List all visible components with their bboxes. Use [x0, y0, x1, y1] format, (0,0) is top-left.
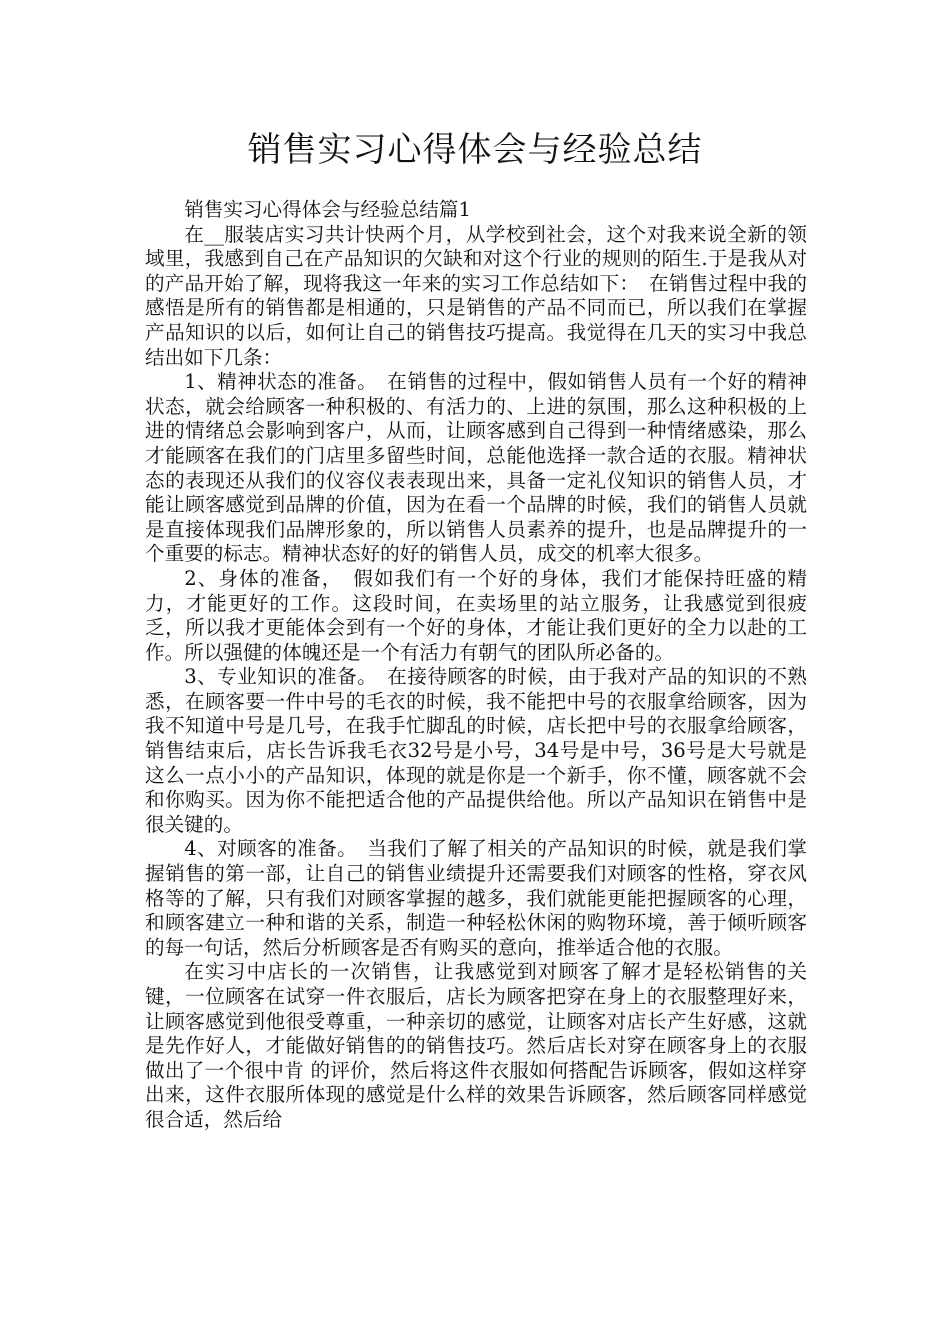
paragraph-point-2: 2、身体的准备， 假如我们有一个好的身体，我们才能保持旺盛的精力，才能更好的工作。这段时间，在卖场里的站立服务，让我感觉到很疲乏，所以我才更能体会到有一个好的身体，才能让我们更好的全力以赴的工作。所以强健的体魄还是一个有活力有朝气的团队所必备的。: [145, 566, 807, 664]
paragraph-point-4: 4、对顾客的准备。 当我们了解了相关的产品知识的时候，就是我们掌握销售的第一部，让自己的销售业绩提升还需要我们对顾客的性格，穿衣风格等的了解，只有我们对顾客掌握的越多，我们就能更能把握顾客的心理，和顾客建立一种和谐的关系，制造一种轻松休闲的购物环境，善于倾听顾客的每一句话，然后分析顾客是否有购买的意向，推举适合他的衣服。: [145, 837, 807, 959]
section-heading: 销售实习心得体会与经验总结篇1: [184, 198, 471, 221]
document-body: [145, 198, 807, 1133]
paragraph-point-1: 1、精神状态的准备。 在销售的过程中，假如销售人员有一个好的精神状态，就会给顾客一种积极的、有活力的、上进的氛围，那么这种积极的上进的情绪总会影响到客户，从而，让顾客感到自己得到一种情绪感染，那么才能顾客在我们的门店里多留些时间，总能他选择一款合适的衣服。精神状态的表现还从我们的仪容仪表表现出来，具备一定礼仪知识的销售人员，才能让顾客感觉到品牌的价值，因为在看一个品牌的时候，我们的销售人员就是直接体现我们品牌形象的，所以销售人员素养的提升，也是品牌提升的一个重要的标志。精神状态好的好的销售人员，成交的机率大很多。: [145, 370, 807, 566]
paragraph-intro: 在__服装店实习共计快两个月，从学校到社会，这个对我来说全新的领域里，我感到自己在产品知识的欠缺和对这个行业的规则的陌生.于是我从对的产品开始了解，现将我这一年来的实习工作总结如下： 在销售过程中我的感悟是所有的销售都是相通的，只是销售的产品不同而已，所以我们在掌握产品知识的以后，如何让自己的销售技巧提高。我觉得在几天的实习中我总结出如下几条：: [145, 222, 807, 369]
paragraph-point-3: 3、专业知识的准备。 在接待顾客的时候，由于我对产品的知识的不熟悉，在顾客要一件中号的毛衣的时候，我不能把中号的衣服拿给顾客，因为我不知道中号是几号，在我手忙脚乱的时候，店长把中号的衣服拿给顾客，销售结束后，店长告诉我毛衣32号是小号，34号是中号，36号是大号就是这么一点小小的产品知识，体现的就是你是一个新手，你不懂，顾客就不会和你购买。因为你不能把适合他的产品提供给他。所以产品知识在销售中是很关键的。: [145, 665, 807, 836]
document-title: 销售实习心得体会与经验总结: [247, 130, 703, 170]
paragraph-example: 在实习中店长的一次销售，让我感觉到对顾客了解才是轻松销售的关键，一位顾客在试穿一件衣服后，店长为顾客把穿在身上的衣服整理好来，让顾客感觉到他很受尊重，一种亲切的感觉，让顾客对店长产生好感，这就是先作好人，才能做好销售的的销售技巧。然后店长对穿在顾客身上的衣服做出了一个很中肯 的评价，然后将这件衣服如何搭配告诉顾客，假如这样穿出来，这件衣服所体现的感觉是什么样的效果告诉顾客，然后顾客同样感觉很合适，然后给: [145, 960, 807, 1131]
